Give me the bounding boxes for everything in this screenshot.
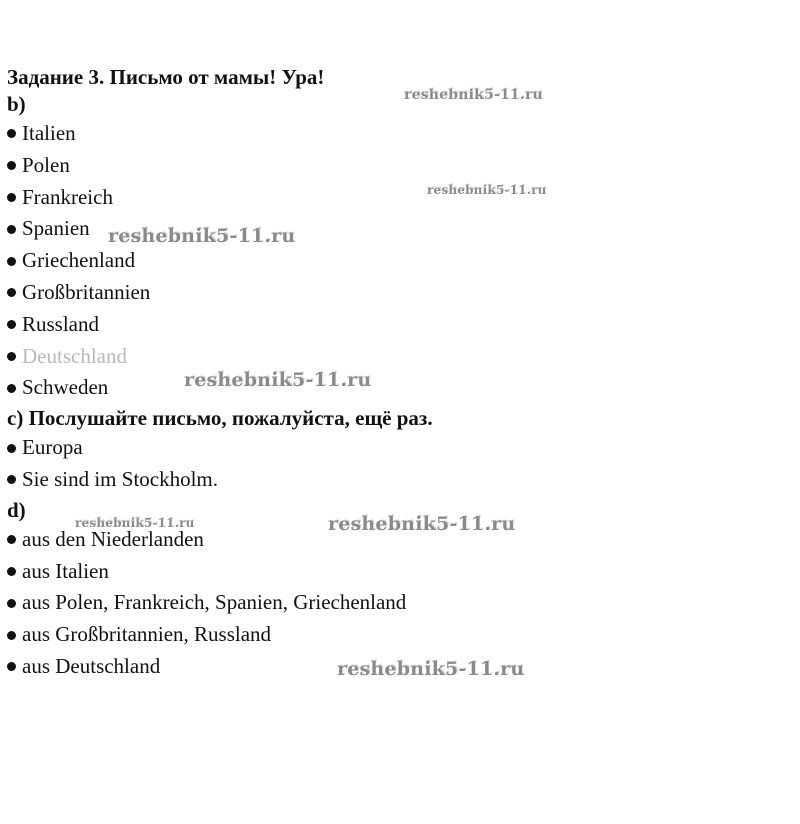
list-item-text: Frankreich: [22, 184, 113, 209]
watermark: reshebnik5-11.ru: [404, 87, 543, 103]
list-item-text: aus Italien: [22, 558, 109, 583]
watermark: reshebnik5-11.ru: [75, 516, 195, 530]
bullet-icon: [7, 288, 16, 297]
task-title-rest: . Письмо от мамы! Ура!: [98, 65, 325, 89]
list-item-text: Russland: [22, 311, 100, 336]
list-item-text: Großbritannien: [22, 279, 151, 304]
list-item-text: Schweden: [22, 375, 109, 400]
list-item: [7, 150, 787, 182]
bullet-icon: [7, 662, 16, 671]
list-item: [7, 341, 787, 373]
bullet-icon: [7, 567, 16, 576]
bullet-icon: [7, 225, 16, 234]
list-item-text: Sie sind im Stockholm.: [22, 466, 219, 491]
list-item: [7, 587, 787, 619]
list-item: [7, 556, 787, 588]
watermark: reshebnik5-11.ru: [427, 183, 547, 197]
watermark: reshebnik5-11.ru: [337, 658, 525, 680]
list-item-text: aus Polen, Frankreich, Spanien, Griechenland: [22, 590, 407, 615]
list-item: [7, 619, 787, 651]
section-c-list: [7, 432, 787, 496]
section-c-label: c) Послушайте письмо, пожалуйста, ещё раз.: [7, 406, 433, 431]
list-item-text: Griechenland: [22, 248, 136, 273]
list-item-text: aus Großbritannien, Russland: [22, 622, 272, 647]
list-item-text: Polen: [22, 152, 70, 177]
list-item: [7, 464, 787, 496]
list-item: [7, 118, 787, 150]
section-d-label: d): [7, 497, 26, 522]
list-item-text: aus Deutschland: [22, 653, 161, 678]
bullet-icon: [7, 384, 16, 393]
bullet-icon: [7, 535, 16, 544]
bullet-icon: [7, 631, 16, 640]
list-item-text: Deutschland: [22, 343, 127, 368]
section-b-list: [7, 118, 787, 404]
list-item: [7, 277, 787, 309]
task-title-prefix: Задание 3: [7, 65, 99, 89]
watermark: reshebnik5-11.ru: [184, 369, 372, 391]
bullet-icon: [7, 129, 16, 138]
list-item-text: Italien: [22, 121, 76, 145]
bullet-icon: [7, 444, 16, 453]
document: [7, 64, 787, 683]
list-item-text: Spanien: [22, 216, 90, 241]
bullet-icon: [7, 161, 16, 170]
watermark: reshebnik5-11.ru: [328, 513, 516, 535]
section-b-label: b): [7, 92, 26, 116]
list-item: [7, 309, 787, 341]
list-item: [7, 432, 787, 464]
list-item: [7, 245, 787, 277]
list-item: [7, 372, 787, 404]
list-item-text: Europa: [22, 435, 83, 460]
bullet-icon: [7, 352, 16, 361]
task-title: [7, 64, 787, 90]
list-item: [7, 182, 787, 214]
bullet-icon: [7, 475, 16, 484]
bullet-icon: [7, 599, 16, 608]
watermark: reshebnik5-11.ru: [108, 225, 296, 247]
bullet-icon: [7, 193, 16, 202]
bullet-icon: [7, 320, 16, 329]
list-item-text: aus den Niederlanden: [22, 526, 204, 551]
bullet-icon: [7, 257, 16, 266]
